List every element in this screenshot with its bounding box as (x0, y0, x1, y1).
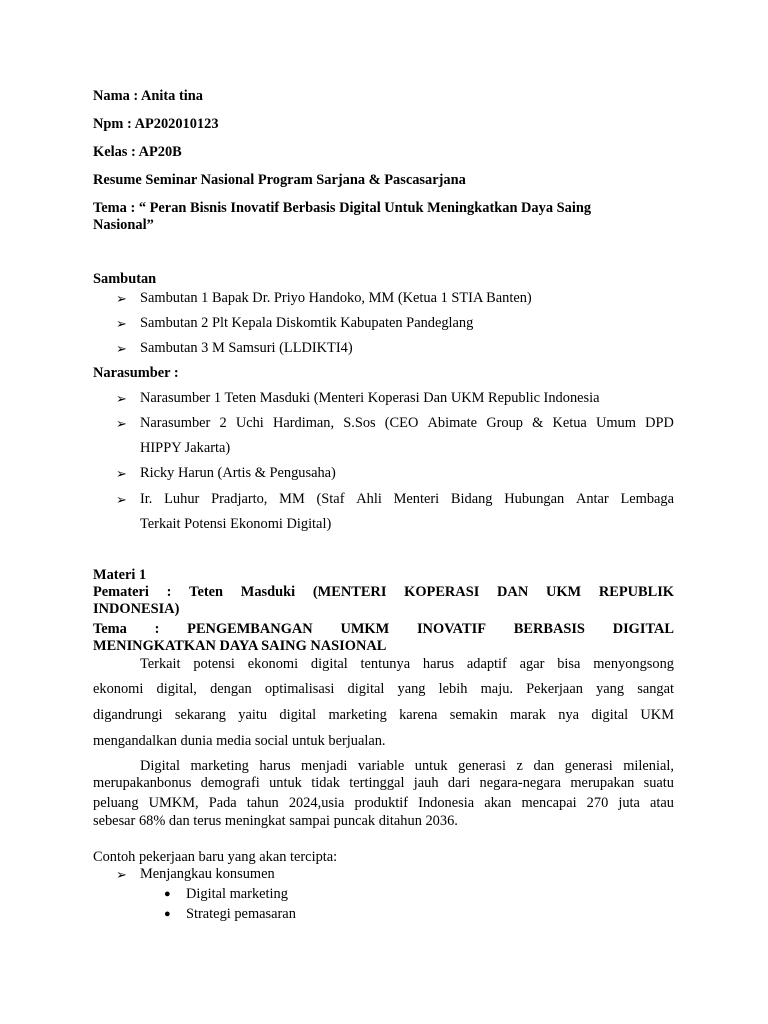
materi-tema-word: Tema (93, 621, 127, 637)
narasumber-word: Luhur (164, 491, 200, 507)
narasumber-word: Ahli (356, 491, 382, 507)
materi-heading: Materi 1 (93, 567, 147, 583)
materi-tema-word: PENGEMBANGAN (187, 621, 313, 637)
narasumber-word: Ir. (140, 491, 153, 507)
narasumber-word: Antar (575, 491, 609, 507)
narasumber-item-3: Ricky Harun (Artis & Pengusaha) (140, 465, 336, 481)
narasumber-word: Group (486, 415, 523, 431)
narasumber-word: 2 (219, 415, 227, 431)
para2-line-1: Digital marketing harus menjadi variable untuk generasi z dan generasi milenial, (140, 758, 674, 774)
arrow-bullet-icon: ➢ (116, 492, 127, 507)
pemateri-line-2: INDONESIA) (93, 601, 180, 617)
narasumber-word: S.Sos (343, 415, 376, 431)
arrow-bullet-icon: ➢ (116, 466, 127, 481)
arrow-bullet-icon: ➢ (116, 416, 127, 431)
narasumber-heading: Narasumber : (93, 365, 179, 381)
materi-tema-word: : (154, 621, 160, 637)
pemateri-word: Pemateri (93, 584, 149, 600)
npm-line: Npm : AP202010123 (93, 116, 219, 132)
materi-tema-word: DIGITAL (612, 621, 674, 637)
sambutan-item: Sambutan 3 M Samsuri (LLDIKTI4) (140, 340, 353, 356)
pemateri-word: REPUBLIK (598, 584, 674, 600)
pemateri-word: : (166, 584, 172, 600)
pemateri-word: Teten (189, 584, 224, 600)
narasumber-word: Pradjarto, (211, 491, 268, 507)
arrow-bullet-icon: ➢ (116, 391, 127, 406)
contoh-sub-item: Strategi pemasaran (186, 906, 296, 922)
narasumber-word: MM (279, 491, 305, 507)
dot-bullet-icon: ● (164, 908, 171, 920)
para1-line-2: ekonomi digital, dengan optimalisasi digital yang lebih maju. Pekerjaan yang sangat (93, 681, 674, 697)
pemateri-word: (MENTERI (312, 584, 387, 600)
sambutan-item: Sambutan 1 Bapak Dr. Priyo Handoko, MM (Ketua 1 STIA Banten) (140, 290, 532, 306)
materi-tema-word: BERBASIS (513, 621, 585, 637)
pemateri-word: UKM (545, 584, 582, 600)
narasumber-word: & (532, 415, 544, 431)
para1-line-3: digandrungi sekarang yaitu digital marketing karena semakin marak nya digital UKM (93, 707, 674, 723)
narasumber-word: Narasumber (140, 415, 211, 431)
arrow-bullet-icon: ➢ (116, 867, 127, 882)
pemateri-word: Masduki (240, 584, 296, 600)
narasumber-word: Lembaga (620, 491, 674, 507)
resume-title: Resume Seminar Nasional Program Sarjana & Pascasarjana (93, 172, 466, 188)
narasumber-item-4-line-2: Terkait Potensi Ekonomi Digital) (140, 516, 332, 532)
para2-line-4: sebesar 68% dan terus meningkat sampai puncak ditahun 2036. (93, 813, 458, 829)
narasumber-word: Uchi (235, 415, 264, 431)
narasumber-word: (Staf (316, 491, 345, 507)
para2-line-3: peluang UMKM, Pada tahun 2024,usia produktif Indonesia akan mencapai 270 juta atau (93, 795, 674, 811)
narasumber-word: Umum (595, 415, 636, 431)
arrow-bullet-icon: ➢ (116, 291, 127, 306)
materi-tema-line-1 (93, 621, 674, 638)
narasumber-item-4-line-1 (140, 491, 674, 508)
contoh-sub-item: Digital marketing (186, 886, 288, 902)
narasumber-item-2-line-2: HIPPY Jakarta) (140, 440, 231, 456)
narasumber-word: Menteri (393, 491, 440, 507)
materi-tema-word: INOVATIF (416, 621, 486, 637)
contoh-item: Menjangkau konsumen (140, 866, 275, 882)
narasumber-word: Abimate (427, 415, 478, 431)
nama-line: Nama : Anita tina (93, 88, 203, 104)
tema-line-2: Nasional” (93, 217, 154, 233)
para1-line-1: Terkait potensi ekonomi digital tentunya harus adaptif agar bisa menyongsong (140, 656, 674, 672)
pemateri-word: KOPERASI (404, 584, 480, 600)
kelas-line: Kelas : AP20B (93, 144, 182, 160)
para1-line-4: mengandalkan dunia media social untuk berjualan. (93, 733, 386, 749)
dot-bullet-icon: ● (164, 888, 171, 900)
narasumber-word: (CEO (384, 415, 419, 431)
arrow-bullet-icon: ➢ (116, 341, 127, 356)
materi-tema-line-2: MENINGKATKAN DAYA SAING NASIONAL (93, 638, 387, 654)
arrow-bullet-icon: ➢ (116, 316, 127, 331)
para2-line-2: merupakanbonus demografi untuk tidak tertinggal jauh dari negara-negara merupakan suatu (93, 775, 674, 791)
materi-tema-word: UMKM (340, 621, 390, 637)
sambutan-heading: Sambutan (93, 271, 157, 287)
narasumber-word: DPD (645, 415, 674, 431)
narasumber-word: Ketua (552, 415, 587, 431)
tema-line-1: Tema : “ Peran Bisnis Inovatif Berbasis Digital Untuk Meningkatkan Daya Saing (93, 200, 592, 216)
narasumber-item-2-line-1 (140, 415, 674, 432)
contoh-intro: Contoh pekerjaan baru yang akan tercipta: (93, 849, 338, 865)
narasumber-word: Hubungan (504, 491, 565, 507)
narasumber-word: Bidang (450, 491, 493, 507)
pemateri-line-1 (93, 584, 674, 601)
narasumber-item-1: Narasumber 1 Teten Masduki (Menteri Koperasi Dan UKM Republic Indonesia (140, 390, 600, 406)
pemateri-word: DAN (497, 584, 529, 600)
sambutan-item: Sambutan 2 Plt Kepala Diskomtik Kabupaten Pandeglang (140, 315, 474, 331)
narasumber-word: Hardiman, (272, 415, 335, 431)
